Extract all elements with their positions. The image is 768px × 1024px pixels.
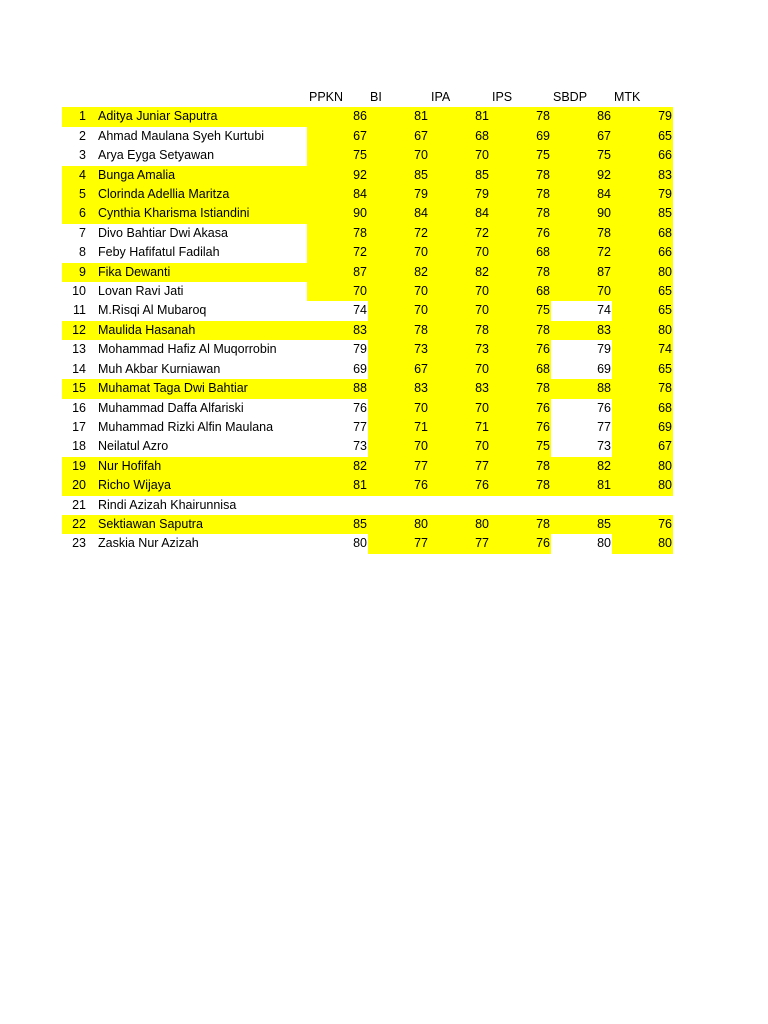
- score-cell-mtk: 65: [612, 282, 673, 301]
- score-cell-ppkn: 74: [353, 303, 367, 318]
- score-cell-ppkn: 83: [307, 321, 368, 340]
- score-cell-ips: 76: [490, 418, 551, 437]
- score-cell-ips: 78: [490, 263, 551, 282]
- score-cell-mtk: 78: [612, 379, 673, 398]
- table-row: [62, 263, 673, 282]
- score-cell-mtk: 80: [612, 476, 673, 495]
- score-cell-ppkn: 80: [353, 536, 367, 551]
- header-ipa: IPA: [431, 90, 451, 104]
- score-cell-bi: 67: [368, 360, 429, 379]
- student-name-cell: Bunga Amalia: [92, 166, 307, 185]
- score-cell-sbdp: 82: [551, 457, 612, 476]
- table-row: [62, 301, 673, 320]
- row-number-cell: 4: [62, 166, 92, 185]
- header-ips: IPS: [492, 90, 513, 104]
- student-name-cell: Mohammad Hafiz Al Muqorrobin: [98, 342, 277, 357]
- score-cell-ppkn: 81: [307, 476, 368, 495]
- score-cell-ipa: 77: [429, 534, 490, 553]
- score-cell-sbdp: 86: [551, 107, 612, 126]
- table-row: [62, 166, 673, 185]
- score-cell-sbdp: 74: [597, 303, 611, 318]
- table-row: [62, 379, 673, 398]
- table-row: [62, 185, 673, 204]
- score-cell-mtk: 74: [612, 340, 673, 359]
- score-cell-ips: 78: [490, 107, 551, 126]
- score-cell-ppkn: 90: [307, 204, 368, 223]
- score-cell-ppkn: 67: [307, 127, 368, 146]
- score-cell-sbdp: 69: [597, 361, 611, 376]
- score-cell-ipa: 72: [429, 224, 490, 243]
- score-cell-ips: 76: [490, 399, 551, 418]
- score-cell-ips: 78: [490, 204, 551, 223]
- score-cell-bi: 70: [368, 301, 429, 320]
- score-cell-bi: 83: [368, 379, 429, 398]
- score-cell-bi: 77: [368, 457, 429, 476]
- table-row: [62, 360, 673, 379]
- score-cell-ipa: 71: [429, 418, 490, 437]
- row-number-cell: 21: [72, 497, 86, 512]
- score-cell-mtk: 66: [612, 146, 673, 165]
- score-cell-bi: 67: [368, 127, 429, 146]
- row-number-cell: 8: [79, 245, 86, 260]
- score-cell-mtk: 65: [612, 127, 673, 146]
- score-cell-ips: 78: [490, 321, 551, 340]
- score-cell-ipa: 70: [429, 360, 490, 379]
- score-cell-ipa: 77: [429, 457, 490, 476]
- score-cell-ppkn: 86: [307, 107, 368, 126]
- score-cell-mtk: 69: [612, 418, 673, 437]
- row-number-cell: 16: [72, 400, 86, 415]
- header-mtk: MTK: [614, 90, 641, 104]
- table-row: [62, 515, 673, 534]
- score-cell-sbdp: 77: [597, 419, 611, 434]
- score-cell-ppkn: 92: [307, 166, 368, 185]
- score-cell-sbdp: 76: [597, 400, 611, 415]
- row-number-cell: 18: [72, 439, 86, 454]
- row-number-cell: 12: [62, 321, 92, 340]
- table-row: [62, 437, 673, 456]
- student-name-cell: Ahmad Maulana Syeh Kurtubi: [98, 128, 265, 143]
- score-cell-ppkn: [307, 496, 368, 515]
- student-name-cell: Lovan Ravi Jati: [98, 284, 184, 299]
- score-cell-mtk: 68: [612, 224, 673, 243]
- row-number-cell: 23: [72, 536, 86, 551]
- table-row: [62, 457, 673, 476]
- student-name-cell: Rindi Azizah Khairunnisa: [98, 497, 237, 512]
- score-cell-bi: 81: [368, 107, 429, 126]
- student-name-cell: Clorinda Adellia Maritza: [92, 185, 307, 204]
- table-row: [62, 243, 673, 262]
- score-cell-ips: 76: [490, 340, 551, 359]
- header-row: [62, 88, 673, 107]
- score-cell-ipa: 70: [429, 282, 490, 301]
- score-cell-ppkn: 88: [307, 379, 368, 398]
- score-cell-mtk: 67: [612, 437, 673, 456]
- score-cell-ips: 76: [490, 534, 551, 553]
- score-cell-bi: 76: [368, 476, 429, 495]
- header-bi: BI: [370, 90, 382, 104]
- score-cell-ppkn: 70: [307, 282, 368, 301]
- table-row: [62, 204, 673, 223]
- score-cell-ips: 78: [490, 457, 551, 476]
- table-row: [62, 146, 673, 165]
- score-cell-ppkn: 78: [307, 224, 368, 243]
- table-row: [62, 127, 673, 146]
- header-sbdp: SBDP: [553, 90, 588, 104]
- table-row: [62, 282, 673, 301]
- score-cell-ipa: 70: [429, 399, 490, 418]
- score-cell-ips: 78: [490, 515, 551, 534]
- student-name-cell: Muhamat Taga Dwi Bahtiar: [92, 379, 307, 398]
- row-number-cell: 13: [72, 342, 86, 357]
- row-number-cell: 1: [62, 107, 92, 126]
- score-cell-ipa: 79: [429, 185, 490, 204]
- score-cell-mtk: 68: [612, 399, 673, 418]
- score-cell-ppkn: 73: [353, 439, 367, 454]
- score-cell-bi: 79: [368, 185, 429, 204]
- score-cell-sbdp: 70: [551, 282, 612, 301]
- score-cell-ppkn: 79: [353, 342, 367, 357]
- score-cell-ipa: 81: [429, 107, 490, 126]
- score-cell-ipa: 70: [429, 146, 490, 165]
- score-cell-sbdp: 67: [551, 127, 612, 146]
- score-cell-ipa: 70: [429, 243, 490, 262]
- student-name-cell: Muh Akbar Kurniawan: [98, 361, 221, 376]
- score-cell-ips: 76: [490, 224, 551, 243]
- student-name-cell: Cynthia Kharisma Istiandini: [92, 204, 307, 223]
- score-cell-mtk: 83: [612, 166, 673, 185]
- student-name-cell: Maulida Hasanah: [92, 321, 307, 340]
- student-name-cell: M.Risqi Al Mubaroq: [98, 303, 207, 318]
- score-cell-mtk: 65: [612, 301, 673, 320]
- table-row: [62, 418, 673, 437]
- row-number-cell: 7: [79, 225, 86, 240]
- score-cell-ppkn: 72: [307, 243, 368, 262]
- score-cell-ppkn: 69: [353, 361, 367, 376]
- score-cell-ips: 68: [490, 282, 551, 301]
- score-cell-ipa: 80: [429, 515, 490, 534]
- score-cell-ips: 78: [490, 379, 551, 398]
- score-cell-bi: 82: [368, 263, 429, 282]
- score-cell-bi: 70: [368, 146, 429, 165]
- score-cell-sbdp: [551, 496, 612, 515]
- row-number-cell: 20: [62, 476, 92, 495]
- score-cell-ipa: 78: [429, 321, 490, 340]
- score-cell-ips: [490, 496, 551, 515]
- row-number-cell: 5: [62, 185, 92, 204]
- table-row: [62, 496, 673, 515]
- row-number-cell: 22: [62, 515, 92, 534]
- score-cell-sbdp: 84: [551, 185, 612, 204]
- row-number-cell: 17: [72, 419, 86, 434]
- score-cell-bi: 70: [368, 399, 429, 418]
- table-body: [62, 107, 673, 553]
- table-row: [62, 224, 673, 243]
- table-row: [62, 321, 673, 340]
- score-cell-sbdp: 79: [597, 342, 611, 357]
- student-name-cell: Nur Hofifah: [92, 457, 307, 476]
- row-number-cell: 19: [62, 457, 92, 476]
- score-cell-sbdp: 83: [551, 321, 612, 340]
- header-no-cell: [62, 88, 92, 107]
- student-name-cell: Zaskia Nur Azizah: [98, 536, 199, 551]
- score-cell-ipa: 82: [429, 263, 490, 282]
- header-ppkn: PPKN: [309, 90, 344, 104]
- score-cell-mtk: 80: [612, 457, 673, 476]
- table-row: [62, 534, 673, 553]
- score-cell-ips: 78: [490, 185, 551, 204]
- row-number-cell: 9: [62, 263, 92, 282]
- score-cell-sbdp: 87: [551, 263, 612, 282]
- score-cell-bi: 77: [368, 534, 429, 553]
- score-cell-ppkn: 82: [307, 457, 368, 476]
- score-cell-bi: 70: [368, 282, 429, 301]
- score-cell-ips: 68: [490, 243, 551, 262]
- score-cell-ips: 69: [490, 127, 551, 146]
- score-cell-ips: 75: [490, 301, 551, 320]
- score-cell-ips: 75: [490, 437, 551, 456]
- score-cell-mtk: 79: [612, 107, 673, 126]
- table-row: [62, 476, 673, 495]
- score-cell-mtk: 76: [612, 515, 673, 534]
- student-name-cell: Muhammad Daffa Alfariski: [98, 400, 244, 415]
- student-name-cell: Divo Bahtiar Dwi Akasa: [98, 225, 228, 240]
- score-cell-mtk: 85: [612, 204, 673, 223]
- score-cell-ips: 78: [490, 166, 551, 185]
- score-cell-bi: 78: [368, 321, 429, 340]
- score-cell-sbdp: 90: [551, 204, 612, 223]
- student-name-cell: Sektiawan Saputra: [92, 515, 307, 534]
- score-cell-bi: 70: [368, 243, 429, 262]
- score-cell-sbdp: 72: [551, 243, 612, 262]
- score-cell-ppkn: 77: [353, 419, 367, 434]
- score-cell-sbdp: 92: [551, 166, 612, 185]
- score-cell-ipa: 70: [429, 437, 490, 456]
- score-cell-ppkn: 76: [353, 400, 367, 415]
- student-name-cell: Fika Dewanti: [92, 263, 307, 282]
- score-cell-ppkn: 85: [307, 515, 368, 534]
- score-cell-mtk: 65: [612, 360, 673, 379]
- score-cell-ipa: 70: [429, 301, 490, 320]
- score-cell-mtk: [612, 496, 673, 515]
- row-number-cell: 14: [72, 361, 86, 376]
- score-cell-bi: 72: [368, 224, 429, 243]
- score-cell-mtk: 66: [612, 243, 673, 262]
- score-cell-bi: [368, 496, 429, 515]
- score-cell-sbdp: 78: [551, 224, 612, 243]
- score-cell-sbdp: 73: [597, 439, 611, 454]
- score-cell-mtk: 80: [612, 321, 673, 340]
- student-name-cell: Richo Wijaya: [92, 476, 307, 495]
- score-cell-sbdp: 75: [551, 146, 612, 165]
- score-cell-ipa: 73: [429, 340, 490, 359]
- score-cell-sbdp: 80: [597, 536, 611, 551]
- score-cell-ipa: 85: [429, 166, 490, 185]
- score-cell-bi: 73: [368, 340, 429, 359]
- score-table: [62, 88, 673, 554]
- score-cell-bi: 84: [368, 204, 429, 223]
- score-cell-ppkn: 84: [307, 185, 368, 204]
- score-cell-ipa: 84: [429, 204, 490, 223]
- table-row: [62, 340, 673, 359]
- student-name-cell: Neilatul Azro: [98, 439, 169, 454]
- student-name-cell: Muhammad Rizki Alfin Maulana: [98, 419, 274, 434]
- score-cell-sbdp: 81: [551, 476, 612, 495]
- score-cell-sbdp: 88: [551, 379, 612, 398]
- score-cell-ips: 68: [490, 360, 551, 379]
- score-cell-bi: 70: [368, 437, 429, 456]
- score-cell-ppkn: 75: [307, 146, 368, 165]
- row-number-cell: 11: [73, 303, 86, 318]
- row-number-cell: 2: [79, 128, 86, 143]
- score-cell-mtk: 80: [612, 534, 673, 553]
- score-cell-ipa: 83: [429, 379, 490, 398]
- score-cell-ips: 75: [490, 146, 551, 165]
- score-cell-ipa: 76: [429, 476, 490, 495]
- table-row: [62, 107, 673, 126]
- student-name-cell: Arya Eyga Setyawan: [98, 148, 215, 163]
- score-cell-mtk: 79: [612, 185, 673, 204]
- row-number-cell: 3: [79, 148, 86, 163]
- score-cell-sbdp: 85: [551, 515, 612, 534]
- score-cell-ipa: [429, 496, 490, 515]
- score-cell-bi: 80: [368, 515, 429, 534]
- header-name-cell: [92, 88, 307, 107]
- score-cell-ppkn: 87: [307, 263, 368, 282]
- table-row: [62, 399, 673, 418]
- row-number-cell: 6: [62, 204, 92, 223]
- score-cell-mtk: 80: [612, 263, 673, 282]
- score-cell-bi: 71: [368, 418, 429, 437]
- row-number-cell: 15: [62, 379, 92, 398]
- score-cell-ipa: 68: [429, 127, 490, 146]
- student-name-cell: Aditya Juniar Saputra: [92, 107, 307, 126]
- score-cell-bi: 85: [368, 166, 429, 185]
- student-name-cell: Feby Hafifatul Fadilah: [98, 245, 220, 260]
- row-number-cell: 10: [72, 284, 86, 299]
- score-cell-ips: 78: [490, 476, 551, 495]
